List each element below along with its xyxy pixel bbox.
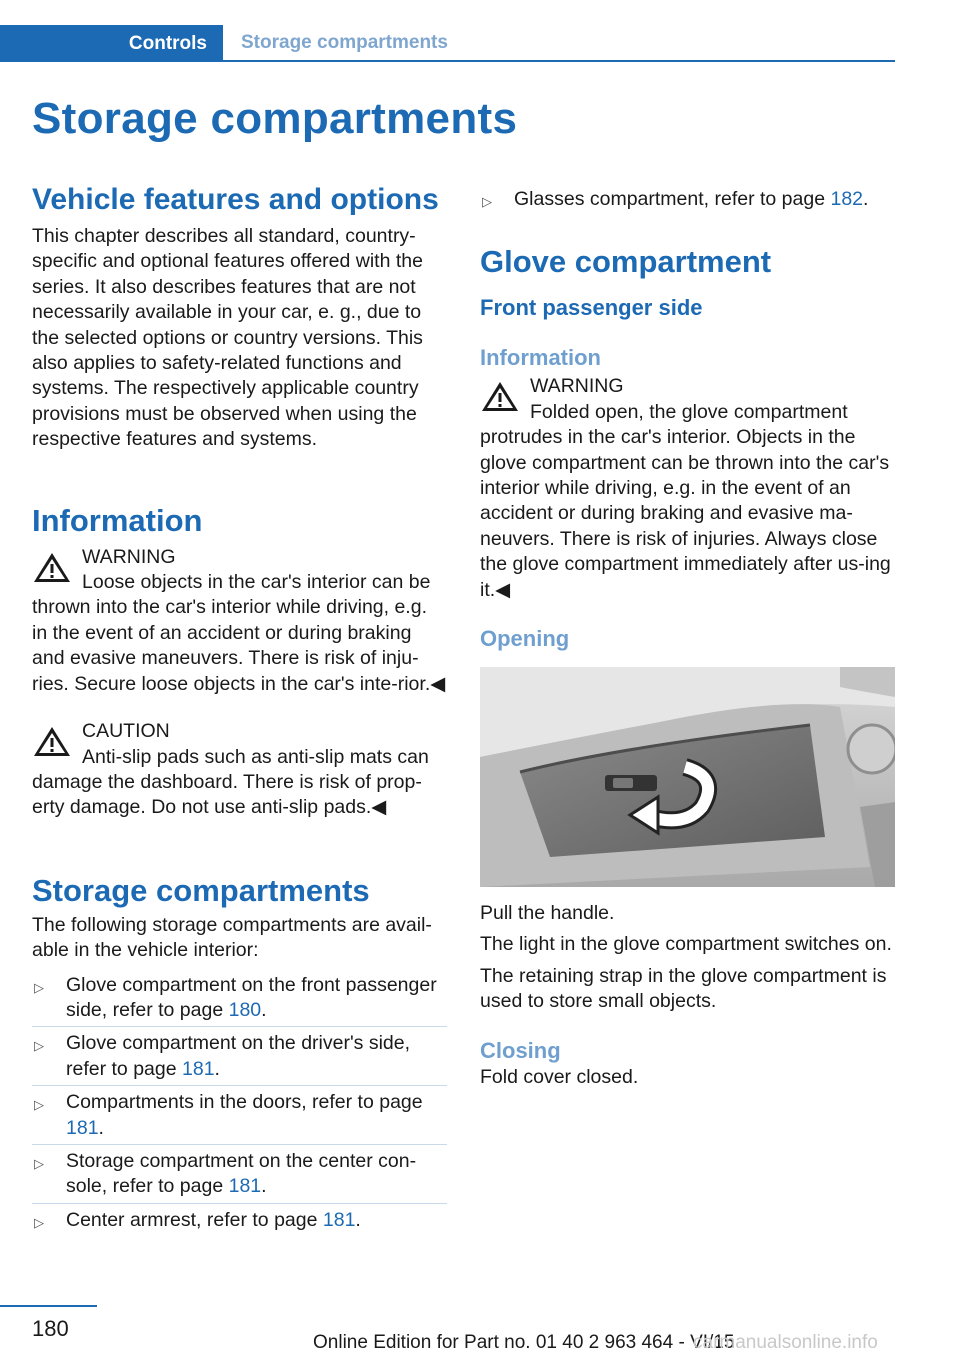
page-link[interactable]: 181 bbox=[66, 1116, 99, 1139]
features-body: This chapter describes all standard, country-specific and optional features offered with the series. It also describes features that are not necessarily available in your car, e. g., due to the selected options or country versions. This also applies to safety-related functions and systems. The respectively applicable country provisions must be observed when using the respective features and systems. bbox=[32, 225, 423, 451]
footer-divider bbox=[0, 1305, 97, 1307]
warning-triangle-icon bbox=[32, 551, 72, 585]
list-item: ▷ Storage compartment on the center con‐sole, refer to page 181. bbox=[32, 1148, 447, 1200]
front-passenger-heading: Front passenger side bbox=[480, 295, 703, 321]
caution-label: CAUTION bbox=[82, 720, 170, 743]
warning-block bbox=[32, 545, 447, 697]
warning-label: WARNING bbox=[82, 545, 176, 568]
list-item: ▷ Center armrest, refer to page 181. bbox=[32, 1207, 447, 1233]
closing-text: Fold cover closed. bbox=[480, 1065, 639, 1088]
page-number: 180 bbox=[32, 1316, 69, 1341]
list-item: ▷ Glasses compartment, refer to page 182. bbox=[480, 186, 895, 212]
list-item-text: Compartments in the doors, refer to page bbox=[66, 1091, 423, 1114]
information-heading: Information bbox=[32, 502, 203, 538]
list-item-text: Glove compartment on the front passenger side, refer to page bbox=[66, 973, 437, 1021]
glove-warning-block bbox=[480, 374, 895, 603]
opening-step-1: Pull the handle. bbox=[480, 902, 615, 925]
caution-text: Anti-slip pads such as anti-slip mats can damage the dashboard. There is risk of prop‐erty damage. Do not use anti-slip pads.◀ bbox=[32, 745, 429, 819]
triangle-bullet-icon: ▷ bbox=[34, 1214, 44, 1230]
list-item: ▷ Compartments in the doors, refer to page 181. bbox=[32, 1089, 447, 1141]
chapter-tab[interactable]: Controls bbox=[0, 25, 223, 62]
left-column bbox=[32, 180, 447, 1233]
list-item-text: Center armrest, refer to page bbox=[66, 1208, 323, 1231]
warning-text: Folded open, the glove compartment protrudes in the car's interior. Objects in the glove compartment can be thrown into the car's interior while driving, e.g. in the event of an accident or during braking and evasive ma‐neuvers. There is risk of injuries. Always close the glove compartment immediately after us‐ing it.◀ bbox=[480, 400, 891, 601]
page-title: Storage compartments bbox=[32, 94, 518, 143]
opening-step-2: The light in the glove compartment switches on. bbox=[480, 933, 892, 956]
warning-triangle-icon bbox=[480, 380, 520, 414]
list-item: ▷ Glove compartment on the front passenger side, refer to page 180. bbox=[32, 972, 447, 1024]
storage-heading: Storage compartments bbox=[32, 872, 370, 908]
opening-heading: Opening bbox=[480, 626, 570, 652]
warning-label: WARNING bbox=[530, 375, 624, 398]
watermark: carmanualsonline.info bbox=[693, 1332, 878, 1353]
closing-heading: Closing bbox=[480, 1037, 561, 1063]
section-tab[interactable]: Storage compartments bbox=[223, 25, 895, 62]
triangle-bullet-icon: ▷ bbox=[34, 1038, 44, 1054]
warning-text: Loose objects in the car's interior can be thrown into the car's interior while driving, e.g. in the event of an accident or during braking and evasive maneuvers. There is risk of inju‐ries. Secure loose objects in the car's inte‐rior.◀ bbox=[32, 571, 446, 695]
triangle-bullet-icon: ▷ bbox=[34, 1155, 44, 1171]
triangle-bullet-icon: ▷ bbox=[482, 194, 492, 209]
page-link[interactable]: 180 bbox=[228, 998, 262, 1021]
list-item: ▷ Glove compartment on the driver's side, refer to page 181. bbox=[32, 1030, 447, 1082]
caution-triangle-icon bbox=[32, 725, 72, 759]
page-link[interactable]: 182 bbox=[830, 188, 864, 210]
list-item-text: Glasses compartment, refer to page bbox=[514, 188, 831, 210]
features-heading: Vehicle features and options bbox=[32, 183, 439, 216]
storage-intro: The following storage compartments are avail‐able in the vehicle interior: bbox=[32, 913, 432, 962]
triangle-bullet-icon: ▷ bbox=[34, 979, 44, 995]
glove-compartment-image bbox=[480, 667, 895, 887]
caution-block bbox=[32, 719, 447, 821]
page-link[interactable]: 181 bbox=[182, 1057, 215, 1080]
list-item-text: Glove compartment on the driver's side, refer to page bbox=[66, 1032, 411, 1080]
page-link[interactable]: 181 bbox=[228, 1175, 262, 1198]
storage-list bbox=[32, 972, 447, 1234]
glove-info-heading: Information bbox=[480, 345, 601, 371]
list-item-text: Storage compartment on the center con‐sole, refer to page bbox=[66, 1149, 417, 1198]
triangle-bullet-icon: ▷ bbox=[34, 1097, 44, 1113]
glasses-list bbox=[480, 186, 895, 212]
page-link[interactable]: 181 bbox=[322, 1208, 356, 1231]
glove-heading: Glove compartment bbox=[480, 244, 772, 280]
right-column bbox=[480, 186, 895, 1090]
edition-text: Online Edition for Part no. 01 40 2 963 464 - VI/15 bbox=[313, 1332, 735, 1353]
opening-step-3: The retaining strap in the glove compartment is used to store small objects. bbox=[480, 964, 887, 1013]
page-header bbox=[0, 25, 895, 62]
